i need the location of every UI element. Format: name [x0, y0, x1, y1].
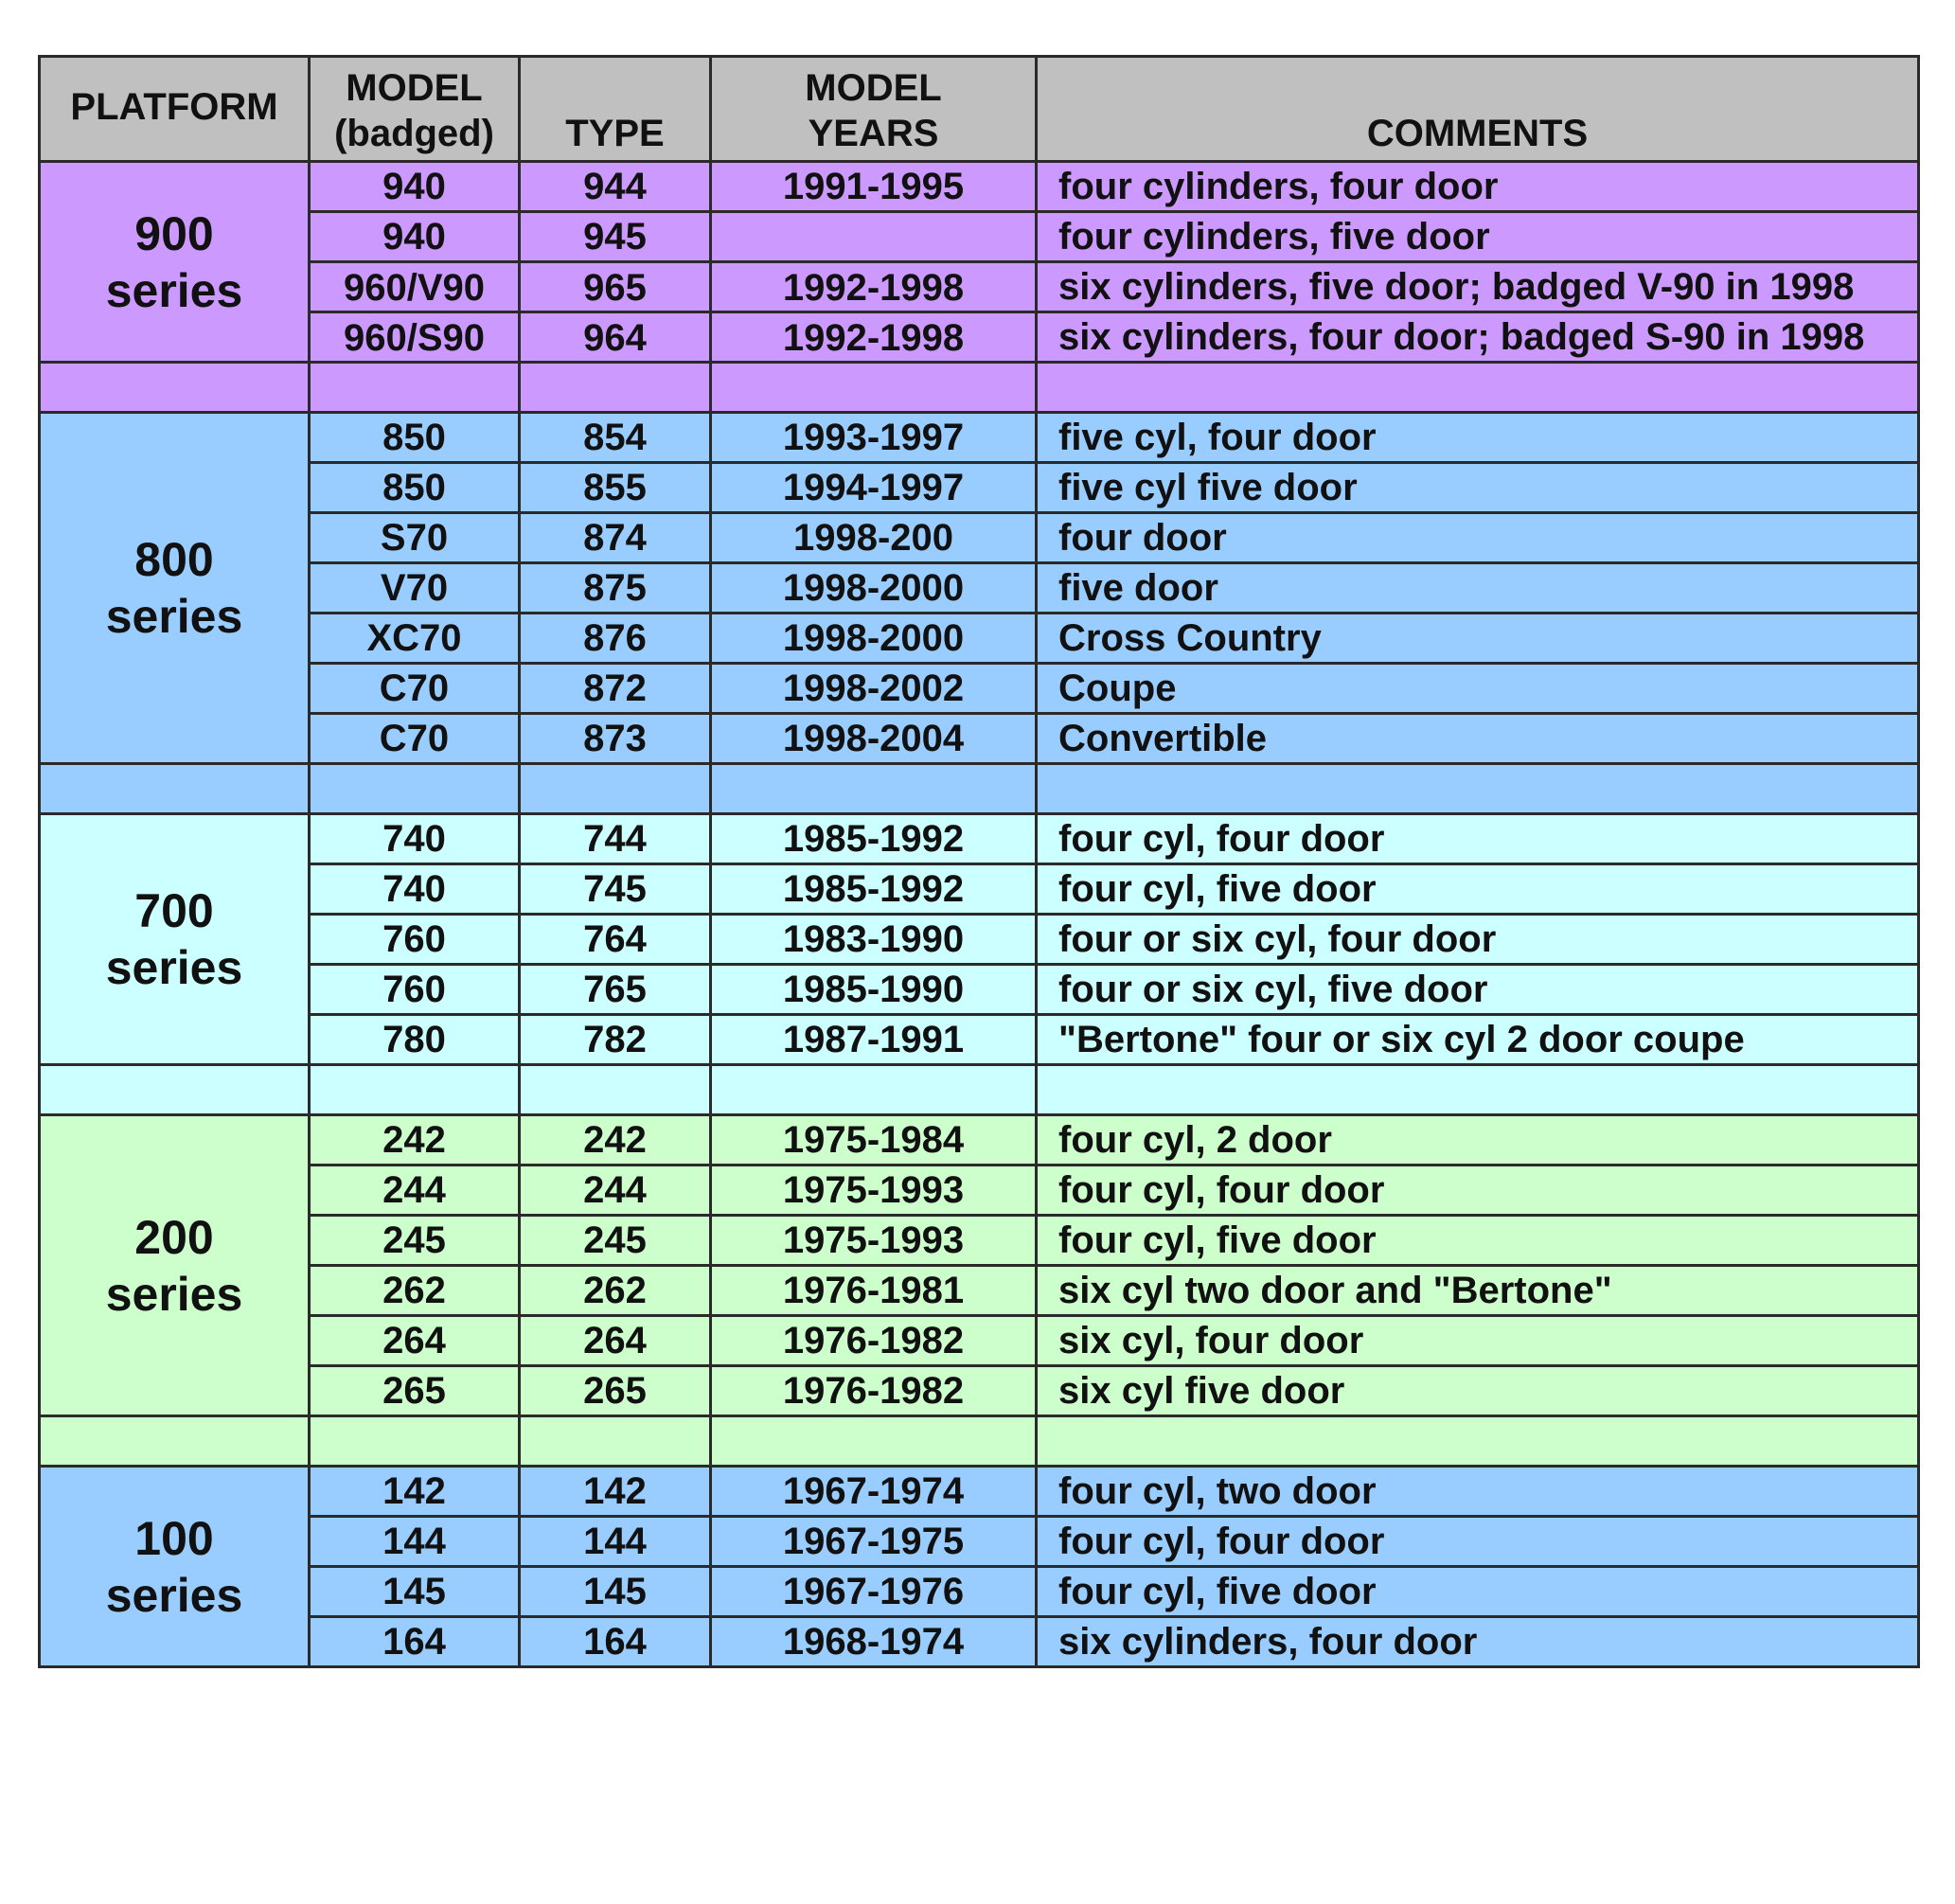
comment-cell: six cylinders, four door; badged S-90 in 1998: [1037, 312, 1919, 363]
platform-number: 700: [134, 884, 214, 937]
years-cell: 1998-2004: [711, 714, 1037, 764]
platform-cell: [40, 413, 310, 764]
table-row: [40, 212, 1919, 262]
type-cell: 874: [520, 513, 711, 563]
platform-header: PLATFORM: [40, 57, 310, 162]
header-row: [40, 57, 1919, 162]
table-row: [40, 162, 1919, 212]
comment-cell: four cyl, five door: [1037, 1567, 1919, 1617]
type-header: TYPE: [520, 57, 711, 162]
model-cell: 760: [310, 965, 520, 1015]
comment-cell: four cyl, five door: [1037, 1216, 1919, 1266]
years-cell: 1985-1992: [711, 814, 1037, 864]
type-cell: 145: [520, 1567, 711, 1617]
type-cell: 765: [520, 965, 711, 1015]
comment-cell: four door: [1037, 513, 1919, 563]
years-cell: 1975-1993: [711, 1166, 1037, 1216]
model-cell: C70: [310, 664, 520, 714]
comment-cell: six cyl five door: [1037, 1366, 1919, 1416]
platform-cell: [40, 1467, 310, 1667]
comment-cell: four cyl, five door: [1037, 864, 1919, 915]
spacer-cell: [40, 363, 310, 413]
type-cell: 875: [520, 563, 711, 614]
type-cell: 782: [520, 1015, 711, 1065]
spacer-cell: [711, 1416, 1037, 1467]
comment-cell: "Bertone" four or six cyl 2 door coupe: [1037, 1015, 1919, 1065]
table-row: [40, 1467, 1919, 1517]
years-cell: 1998-2002: [711, 664, 1037, 714]
spacer-cell: [1037, 1065, 1919, 1115]
spacer-cell: [310, 764, 520, 814]
spacer-cell: [310, 1416, 520, 1467]
comment-cell: six cyl, four door: [1037, 1316, 1919, 1366]
years-cell: 1976-1982: [711, 1366, 1037, 1416]
years-cell: 1976-1981: [711, 1266, 1037, 1316]
table-row: [40, 864, 1919, 915]
years-cell: 1998-200: [711, 513, 1037, 563]
model-cell: 264: [310, 1316, 520, 1366]
years-cell: 1967-1974: [711, 1467, 1037, 1517]
model-cell: 244: [310, 1166, 520, 1216]
platform-cell: [40, 1115, 310, 1416]
model-cell: 760: [310, 915, 520, 965]
model-cell: XC70: [310, 614, 520, 664]
years-cell: 1998-2000: [711, 614, 1037, 664]
model-cell: 960/V90: [310, 262, 520, 312]
type-cell: 242: [520, 1115, 711, 1166]
spacer-cell: [520, 1416, 711, 1467]
table-row: [40, 413, 1919, 463]
type-cell: 265: [520, 1366, 711, 1416]
years-cell: 1983-1990: [711, 915, 1037, 965]
years-cell: 1975-1993: [711, 1216, 1037, 1266]
model-cell: 940: [310, 162, 520, 212]
model-cell: C70: [310, 714, 520, 764]
type-cell: 876: [520, 614, 711, 664]
years-cell: 1985-1990: [711, 965, 1037, 1015]
model-header-line2: (badged): [334, 113, 494, 154]
type-cell: 744: [520, 814, 711, 864]
type-cell: 262: [520, 1266, 711, 1316]
table-row: [40, 965, 1919, 1015]
type-cell: 745: [520, 864, 711, 915]
platform-number: 100: [134, 1511, 214, 1565]
table-row: [40, 1567, 1919, 1617]
type-cell: 965: [520, 262, 711, 312]
spacer-cell: [520, 1065, 711, 1115]
table-row: [40, 1166, 1919, 1216]
table-row: [40, 1216, 1919, 1266]
platform-number: 900: [134, 206, 214, 260]
type-cell: 872: [520, 664, 711, 714]
platform-cell: [40, 814, 310, 1065]
model-cell: 142: [310, 1467, 520, 1517]
comment-cell: four cyl, four door: [1037, 1517, 1919, 1567]
model-cell: 144: [310, 1517, 520, 1567]
comment-cell: Cross Country: [1037, 614, 1919, 664]
years-cell: 1975-1984: [711, 1115, 1037, 1166]
platform-series-label: series: [105, 1568, 243, 1622]
comment-cell: six cyl two door and "Bertone": [1037, 1266, 1919, 1316]
years-cell: 1976-1982: [711, 1316, 1037, 1366]
table-row: [40, 1366, 1919, 1416]
model-cell: 164: [310, 1617, 520, 1667]
spacer-cell: [40, 764, 310, 814]
table-row: [40, 1617, 1919, 1667]
table-body: [40, 162, 1919, 1667]
type-cell: 164: [520, 1617, 711, 1667]
comment-cell: four cylinders, four door: [1037, 162, 1919, 212]
years-cell: 1992-1998: [711, 312, 1037, 363]
table-row: [40, 262, 1919, 312]
table-row: [40, 463, 1919, 513]
type-cell: 142: [520, 1467, 711, 1517]
table-row: [40, 614, 1919, 664]
spacer-cell: [711, 764, 1037, 814]
model-cell: S70: [310, 513, 520, 563]
model-cell: 960/S90: [310, 312, 520, 363]
comment-cell: four cyl, four door: [1037, 1166, 1919, 1216]
type-cell: 945: [520, 212, 711, 262]
model-cell: V70: [310, 563, 520, 614]
table-row: [40, 1115, 1919, 1166]
comment-cell: four cyl, four door: [1037, 814, 1919, 864]
platform-number: 200: [134, 1210, 214, 1264]
comment-cell: four cylinders, five door: [1037, 212, 1919, 262]
type-cell: 245: [520, 1216, 711, 1266]
table-row: [40, 915, 1919, 965]
table-row: [40, 513, 1919, 563]
years-header-line1: MODEL: [805, 67, 942, 109]
years-cell: [711, 212, 1037, 262]
comment-cell: Coupe: [1037, 664, 1919, 714]
comment-cell: five door: [1037, 563, 1919, 614]
comment-cell: four cyl, 2 door: [1037, 1115, 1919, 1166]
type-cell: 144: [520, 1517, 711, 1567]
comment-cell: four or six cyl, four door: [1037, 915, 1919, 965]
comment-cell: Convertible: [1037, 714, 1919, 764]
platform-series-label: series: [105, 941, 243, 994]
comment-cell: six cylinders, five door; badged V-90 in 1998: [1037, 262, 1919, 312]
years-cell: 1985-1992: [711, 864, 1037, 915]
type-cell: 855: [520, 463, 711, 513]
platform-number: 800: [134, 533, 214, 586]
spacer-cell: [40, 1065, 310, 1115]
comment-cell: six cylinders, four door: [1037, 1617, 1919, 1667]
group-spacer-row: [40, 363, 1919, 413]
table-row: [40, 1517, 1919, 1567]
years-cell: 1991-1995: [711, 162, 1037, 212]
years-cell: 1967-1976: [711, 1567, 1037, 1617]
platform-cell: [40, 162, 310, 363]
platform-series-label: series: [105, 263, 243, 317]
model-header-line1: MODEL: [346, 67, 483, 109]
platform-series-label: series: [105, 590, 243, 643]
table-row: [40, 664, 1919, 714]
years-cell: 1994-1997: [711, 463, 1037, 513]
type-cell: 764: [520, 915, 711, 965]
comments-header: COMMENTS: [1037, 57, 1919, 162]
spacer-cell: [1037, 363, 1919, 413]
comment-cell: four or six cyl, five door: [1037, 965, 1919, 1015]
spacer-cell: [711, 1065, 1037, 1115]
spacer-cell: [520, 764, 711, 814]
type-cell: 964: [520, 312, 711, 363]
years-cell: 1998-2000: [711, 563, 1037, 614]
model-cell: 940: [310, 212, 520, 262]
spacer-cell: [1037, 1416, 1919, 1467]
model-cell: 850: [310, 413, 520, 463]
volvo-models-table: [38, 55, 1920, 1668]
type-cell: 854: [520, 413, 711, 463]
years-cell: 1987-1991: [711, 1015, 1037, 1065]
model-cell: 740: [310, 814, 520, 864]
years-cell: 1992-1998: [711, 262, 1037, 312]
group-spacer-row: [40, 764, 1919, 814]
group-spacer-row: [40, 1416, 1919, 1467]
years-header-line2: YEARS: [808, 113, 939, 154]
model-cell: 740: [310, 864, 520, 915]
table-row: [40, 814, 1919, 864]
group-spacer-row: [40, 1065, 1919, 1115]
comment-cell: five cyl five door: [1037, 463, 1919, 513]
years-cell: 1968-1974: [711, 1617, 1037, 1667]
years-header: [711, 57, 1037, 162]
spacer-cell: [711, 363, 1037, 413]
platform-series-label: series: [105, 1267, 243, 1321]
table-row: [40, 563, 1919, 614]
type-cell: 873: [520, 714, 711, 764]
model-header: [310, 57, 520, 162]
model-cell: 265: [310, 1366, 520, 1416]
spacer-cell: [520, 363, 711, 413]
spacer-cell: [310, 363, 520, 413]
spacer-cell: [40, 1416, 310, 1467]
table-row: [40, 312, 1919, 363]
table-row: [40, 1266, 1919, 1316]
comment-cell: four cyl, two door: [1037, 1467, 1919, 1517]
model-cell: 262: [310, 1266, 520, 1316]
years-cell: 1967-1975: [711, 1517, 1037, 1567]
comment-cell: five cyl, four door: [1037, 413, 1919, 463]
table-row: [40, 1015, 1919, 1065]
model-cell: 850: [310, 463, 520, 513]
spacer-cell: [1037, 764, 1919, 814]
model-cell: 780: [310, 1015, 520, 1065]
model-cell: 245: [310, 1216, 520, 1266]
type-cell: 244: [520, 1166, 711, 1216]
table-row: [40, 1316, 1919, 1366]
type-cell: 264: [520, 1316, 711, 1366]
years-cell: 1993-1997: [711, 413, 1037, 463]
type-cell: 944: [520, 162, 711, 212]
model-cell: 145: [310, 1567, 520, 1617]
spacer-cell: [310, 1065, 520, 1115]
model-cell: 242: [310, 1115, 520, 1166]
table-row: [40, 714, 1919, 764]
